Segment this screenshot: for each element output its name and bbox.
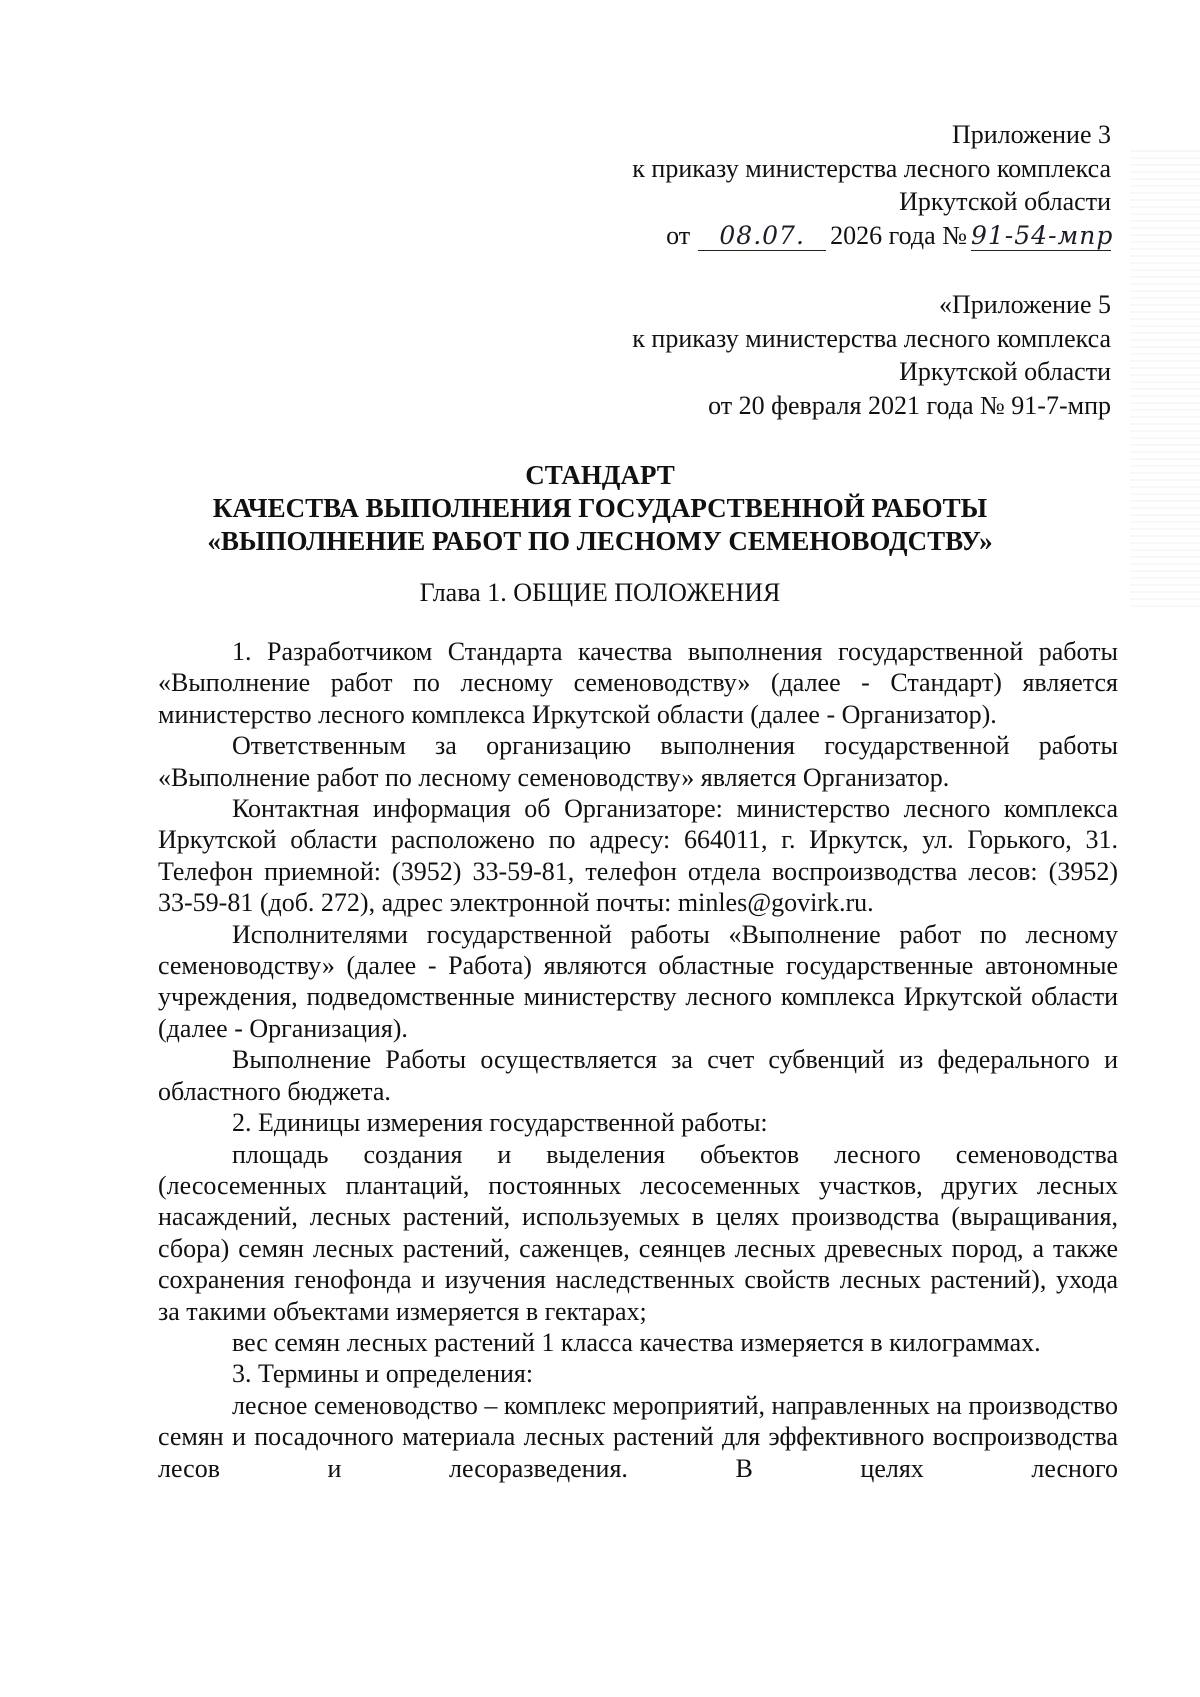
order-reference: к приказу министерства лесного комплекса	[632, 153, 1111, 183]
amended-order-reference: к приказу министерства лесного комплекса	[632, 323, 1111, 353]
paragraph-unit-area: площадь создания и выделения объектов лесного семеноводства (лесосеменных плантаций, постоянных лесосеменных участков, других лесных насаждений, лесных растений, используемых в целях производства (выращивания, сбора) семян лесных растений, саженцев, сеянцев лесных древесных пород, а также сохранения генофонда и изучения наследственных свойств лесных растений), ухода за такими объектами измеряется в гектарах;	[158, 1139, 1118, 1326]
paragraph-responsible: Ответственным за организацию выполнения государственной работы «Выполнение работ по лесному семеноводству» является Организатор.	[158, 731, 1118, 792]
chapter-heading: Глава 1. ОБЩИЕ ПОЛОЖЕНИЯ	[419, 578, 781, 607]
title-line-1: СТАНДАРТ	[525, 460, 675, 490]
amended-region-name: Иркутской области	[899, 357, 1111, 386]
appendix-header-amended	[632, 288, 1111, 422]
title-line-3: «ВЫПОЛНЕНИЕ РАБОТ ПО ЛЕСНОМУ СЕМЕНОВОДСТВУ»	[207, 526, 993, 556]
handwritten-number: 91-54-мпр	[971, 220, 1114, 250]
paragraph-terms-heading: 3. Термины и определения:	[232, 1359, 534, 1389]
paragraph-units-heading: 2. Единицы измерения государственной работы:	[232, 1108, 768, 1138]
document-title	[100, 459, 1100, 558]
scan-noise	[1130, 150, 1200, 610]
paragraph-unit-weight: вес семян лесных растений 1 класса качества измеряется в килограммах.	[232, 1327, 1041, 1357]
paragraph-funding: Выполнение Работы осуществляется за счет субвенций из федерального и областного бюджета.	[158, 1045, 1118, 1106]
from-label: от	[666, 220, 691, 250]
paragraph-executors: Исполнителями государственной работы «Выполнение работ по лесному семеноводству» (далее - Работа) являются областные государственные автономные учреждения, подведомственные министерству лесного комплекса Иркутской области (далее - Организация).	[158, 919, 1118, 1043]
order-date-line	[632, 219, 1114, 253]
paragraph-term-seed-production: лесное семеноводство – комплекс мероприятий, направленных на производство семян и посадочного материала лесных растений для эффективного воспроизводства лесов и лесоразведения. В целях лесного	[158, 1390, 1118, 1483]
handwritten-date-field	[698, 222, 826, 251]
region-name: Иркутской области	[899, 187, 1111, 216]
year-text: 2026 года №	[830, 220, 967, 250]
handwritten-date: 08.07.	[719, 220, 805, 250]
title-line-2: КАЧЕСТВА ВЫПОЛНЕНИЯ ГОСУДАРСТВЕННОЙ РАБОТЫ	[212, 493, 988, 523]
paragraph-contacts: Контактная информация об Организаторе: министерство лесного комплекса Иркутской области расположено по адресу: 664011, г. Иркутск, ул. Горького, 31. Телефон приемной: (3952) 33-59-81, телефон отдела воспроизводства лесов: (3952) 33-59-81 (доб. 272), адрес электронной почты: minles@govirk.ru.	[158, 794, 1118, 918]
document-body	[158, 636, 1118, 1483]
handwritten-number-field	[971, 220, 1114, 251]
appendix-number: Приложение 3	[951, 120, 1111, 149]
amended-order-date: от 20 февраля 2021 года № 91-7-мпр	[708, 390, 1111, 420]
amended-appendix-number: «Приложение 5	[938, 290, 1111, 319]
paragraph-developer: 1. Разработчиком Стандарта качества выполнения государственной работы «Выполнение работ по лесному семеноводству» (далее - Стандарт) является министерство лесного комплекса Иркутской области (далее - Организатор).	[158, 637, 1118, 729]
appendix-header-current	[632, 118, 1114, 252]
